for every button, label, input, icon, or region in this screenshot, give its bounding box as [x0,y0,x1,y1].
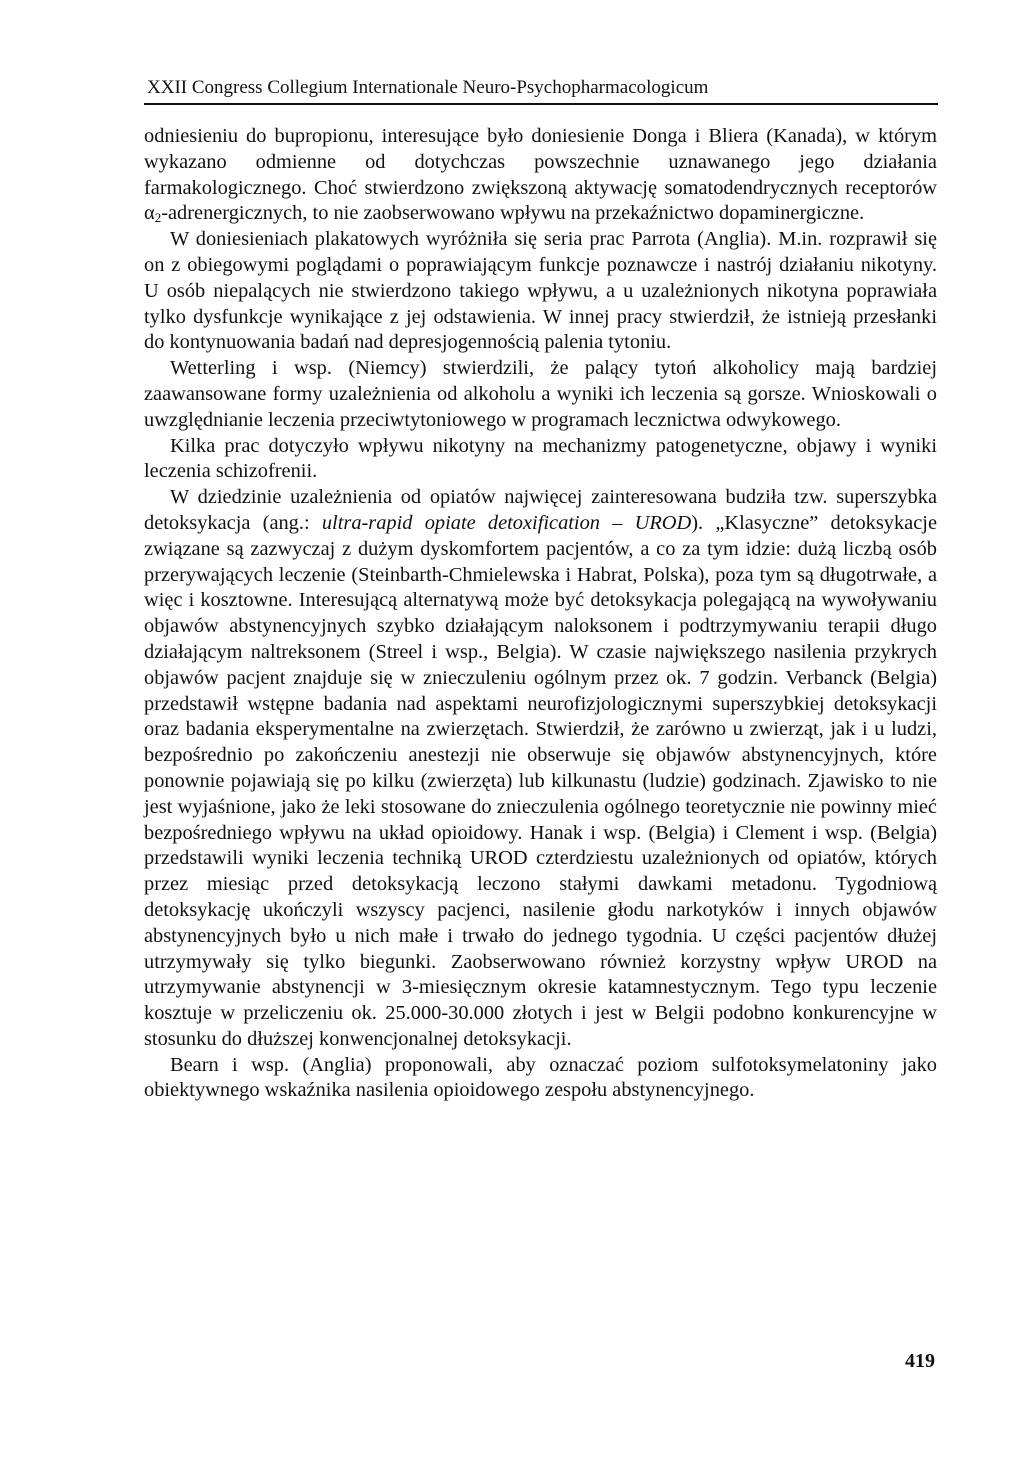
paragraph-bearn: Bearn i wsp. (Anglia) proponowali, aby oznaczać poziom sulfotoksymelatoniny jako obiektywnego wskaźnika nasilenia opioidowego zespołu abstynencyjnego. [144,1053,937,1102]
header-rule [144,103,938,105]
paragraph-text: -adrenergicznych, to nie zaobserwowano wpływu na przekaźnictwo dopaminergiczne. [161,202,865,225]
paragraph-text: odniesieniu do bupropionu, interesujące było doniesienie Donga i Bliera (Kanada), w którym wykazano odmienne od dotychczas powszechnie uznawanego jego działania farmakologicznego. Choć stwierdzono zwiększoną aktywację somatodendrycznych receptorów α [144,125,937,225]
paragraph-wetterling: Wetterling i wsp. (Niemcy) stwierdzili, że palący tytoń alkoholicy mają bardziej zaawansowane formy uzależnienia od alkoholu a wyniki ich leczenia są gorsze. Wnioskowali o uwzględnianie leczenia przeciwtytoniowego w programach lecznictwa odwykowego. [144,357,937,431]
subscript: 2 [154,210,162,226]
paragraph-text: W dziedzinie uzależnienia od opiatów najwięcej zainteresowana budziła tzw. superszybka detoksykacja (ang.: [144,486,937,534]
italic-term: ultra-rapid opiate detoxification – UROD [321,511,692,534]
paragraph-schizophrenia: Kilka prac dotyczyło wpływu nikotyny na mechanizmy patogenetyczne, objawy i wyniki leczenia schizofrenii. [144,434,937,483]
paragraph-parrot: W doniesieniach plakatowych wyróżniła się seria prac Parrota (Anglia). M.in. rozprawił się on z obiegowymi poglądami o poprawiającym funkcje poznawcze i nastrój działaniu nikotyny. U osób niepalących nie stwierdzono takiego wpływu, a u uzależnionych nikotyna poprawiała tylko dysfunkcje wynikające z jej odstawienia. W innej pracy stwierdził, że istnieją przesłanki do kontynuowania badań nad depresjogennością palenia tytoniu. [144,228,937,354]
running-header: XXII Congress Collegium Internationale Neuro-Psychopharmacologicum [147,77,709,98]
paragraph-text: ). „Klasyczne” detoksykacje związane są zazwyczaj z dużym dyskomfortem pacjentów, a co za tym idzie: dużą liczbą osób przerywających leczenie (Steinbarth-Chmielewska i Habrat, Polska), poza tym są długotrwałe, a więc i kosztowne. Interesującą alternatywą może być detoksykacja polegającą na wywoływaniu objawów abstynencyjnych szybko działającym naloksonem i podtrzymywaniu terapii długo działającym naltreksonem (Streel i wsp., Belgia). W czasie największego nasilenia przykrych objawów pacjent znajduje się w znieczuleniu ogólnym przez ok. 7 godzin. Verbanck (Belgia) przedstawił wstępne badania nad aspektami neurofizjologicznymi superszybkiej detoksykacji oraz badania eksperymentalne na zwierzętach. Stwierdził, że zarówno u zwierząt, jak i u ludzi, bezpośrednio po zakończeniu anestezji nie obserwuje się objawów abstynencyjnych, które ponownie pojawiają się po kilku (zwierzęta) lub kilkunastu (ludzie) godzinach. Zjawisko to nie jest wyjaśnione, jako że leki stosowane do znieczulenia ogólnego teoretycznie nie powinny mieć bezpośredniego wpływu na układ opioidowy. Hanak i wsp. (Belgia) i Clement i wsp. (Belgia) przedstawili wyniki leczenia techniką UROD czterdziestu uzależnionych od opiatów, których przez miesiąc przed detoksykacją leczono stałymi dawkami metadonu. Tygodniową detoksykację ukończyli wszyscy pacjenci, nasilenie głodu narkotyków i innych objawów abstynencyjnych było u nich małe i trwało do jednego tygodnia. U części pacjentów dłużej utrzymywały się tylko biegunki. Zaobserwowano również korzystny wpływ UROD na utrzymywanie abstynencji w 3-miesięcznym okresie katamnestycznym. Tego typu leczenie kosztuje w przeliczeniu ok. 25.000-30.000 złotych i jest w Belgii podobno konkurencyjne w stosunku do dłuższej konwencjonalnej detoksykacji. [144,511,937,1050]
paragraph-urod [144,485,937,1053]
paragraph-bupropion [144,124,937,227]
page-number: 419 [905,1350,935,1372]
article-body [144,124,937,1104]
